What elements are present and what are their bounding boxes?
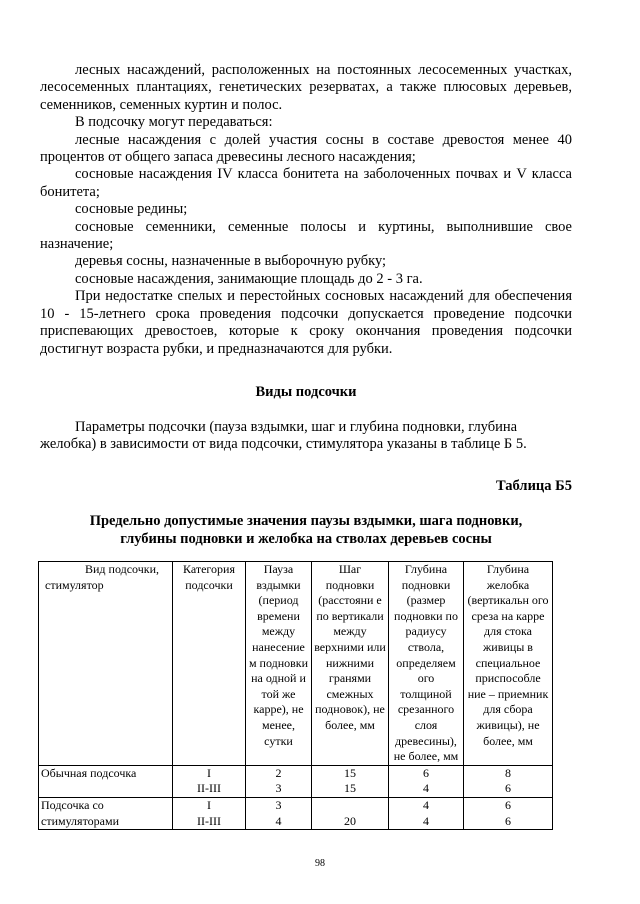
cell-value: 15 [344,781,356,796]
table-title-line: Предельно допустимые значения паузы вздымки, шага подновки, [89,513,523,529]
list-item: лесные насаждения с долей участия сосны в составе древостоя менее 40 процентов от общего запаса древесины лесного насаждения; [40,131,572,166]
list-item: сосновые насаждения IV класса бонитета на заболоченных почвах и V класса бонитета; [40,166,572,200]
header-category: Категория подсочки [173,562,246,766]
body-text [40,62,572,358]
cell-value: 4 [275,813,282,828]
cell-category [173,765,246,797]
header-step: Шаг подновки (расстояни е по вертикали между верхними или нижними гранями смежных подновок), не более, мм [312,562,389,766]
cell-value: 2 [275,765,282,780]
table-caption: Таблица Б5 [495,478,572,494]
table-title-line: глубины подновки и желобка на стволах деревьев сосны [120,531,492,547]
list-item: сосновые семенники, семенные полосы и куртины, выполнившие свое назначение; [40,218,572,253]
cell-value: 6 [423,765,429,780]
cell-type: Обычная подсочка [39,765,173,797]
cell-value: 3 [275,797,282,812]
section-heading: Виды подсочки [255,384,357,400]
table-header-row [39,562,553,766]
page-number: 98 [315,858,325,869]
table-title [40,512,572,548]
cell-value [314,798,386,814]
table-row [39,765,553,797]
header-groove: Глубина желобка (вертикальн ого среза на карре для стока живицы в специальное приспособле ние – приемник для сбора живицы), не более, мм [464,562,553,766]
cell-value: I [207,797,211,812]
cell-groove [464,797,553,829]
header-depth: Глубина подновки (размер подновки по радиусу ствола, определяем ого толщиной срезанного слоя древесины), не более, мм [389,562,464,766]
intro-text [40,419,572,454]
cell-value: 15 [344,765,356,780]
cell-depth [389,797,464,829]
paragraph-continuation: лесных насаждений, расположенных на постоянных лесосеменных участках, лесосеменных плантациях, генетических резерватах, а также плюсовых деревьев, семенников, семенных куртин и полос. [40,62,572,113]
list-item: сосновые редины; [75,201,188,218]
paragraph-list-intro: В подсочку могут передаваться: [75,114,273,131]
paragraph: При недостатке спелых и перестойных сосновых насаждений для обеспечения 10 - 15-летнего срока проведения подсочки допускается проведение подсочки приспевающих древостоев, которые к сроку окончания проведения подсочки достигнут возраста рубки, и предназначаются для рубки. [40,288,572,357]
cell-type: Подсочка со стимуляторами [39,797,173,829]
intro-paragraph: Параметры подсочки (пауза вздымки, шаг и глубина подновки, глубина желобка) в зависимости от вида подсочки, стимулятора указаны в таблице Б 5. [40,419,527,453]
table-row [39,797,553,829]
cell-value: II-III [197,813,221,828]
cell-groove [464,765,553,797]
cell-value: 8 [505,765,511,780]
cell-value: 4 [423,797,429,812]
cell-value: 6 [505,813,511,828]
header-pause: Пауза вздымки (период времени между нанесение м подновки на одной и той же карре), не менее, сутки [246,562,312,766]
header-type: Вид подсочки, стимулятор [39,562,173,766]
cell-pause [246,797,312,829]
cell-depth [389,765,464,797]
cell-category [173,797,246,829]
cell-value: 6 [505,797,511,812]
cell-step [312,797,389,829]
parameters-table [38,561,553,830]
cell-value: II-III [197,781,221,796]
cell-value: 6 [505,781,511,796]
cell-step [312,765,389,797]
cell-value: 4 [423,813,429,828]
cell-pause [246,765,312,797]
cell-value: 20 [344,813,356,828]
list-item: сосновые насаждения, занимающие площадь до 2 - 3 га. [75,270,423,287]
cell-value: 3 [275,781,282,796]
cell-value: 4 [423,781,429,796]
list-item: деревья сосны, назначенные в выборочную рубку; [75,253,387,270]
cell-value: I [207,765,211,780]
